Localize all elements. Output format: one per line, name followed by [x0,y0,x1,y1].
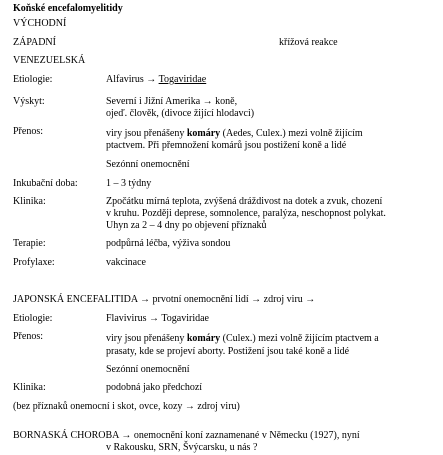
transmission-label: Přenos: [13,331,43,342]
clinical-value: podobná jako předchozí [106,382,203,393]
etiology-value: Alfavirus → Togaviridae [106,74,207,85]
therapy-value: podpůrná léčba, výživa sondou [106,238,231,249]
type-venezuelan: VENEZUELSKÁ [13,55,86,66]
clinical-line-3: Uhyn za 2 – 4 dny po objevení příznaků [106,220,267,231]
prophylaxis-value: vakcinace [106,257,146,268]
transmission-line-2: prasaty, kde se projeví aborty. Postižení jsou také koně a lidé [106,346,350,357]
occurrence-label: Výskyt: [13,96,45,107]
livestock-note: (bez příznaků onemocní i skot, ovce, kozy → zdroj viru) [13,401,240,412]
type-western: ZÁPADNÍ [13,37,56,48]
etiology-label: Etiologie: [13,74,53,85]
transmission-line-2: ptactvem. Při přemnožení komárů jsou postižení koně a lidé [106,140,347,151]
transmission-line-1: viry jsou přenášeny komáry (Culex.) mezi volně žijícím ptactvem a [106,333,379,344]
clinical-label: Klinika: [13,382,46,393]
cross-reaction-note: křížová reakce [279,37,338,48]
seasonal-note: Sezónní onemocnění [106,159,190,170]
occurrence-line-2: ojeď. člověk, (divoce žijící hlodavci) [106,108,255,119]
section-heading: JAPONSKÁ ENCEFALITIDA → prvotní onemocnění lidí → zdroj viru → [13,294,316,305]
type-eastern: VÝCHODNÍ [13,18,67,29]
occurrence-line-1: Severní i Jižní Amerika → koně, [106,96,238,107]
therapy-label: Terapie: [13,238,46,249]
incubation-label: Inkubační doba: [13,178,78,189]
incubation-value: 1 – 3 týdny [106,178,152,189]
prophylaxis-label: Profylaxe: [13,257,55,268]
seasonal-note: Sezónní onemocnění [106,364,190,375]
etiology-value: Flavivirus → Togaviridae [106,313,209,324]
clinical-line-1: Zpočátku mírná teplota, zvýšená dráždivost na dotek a zvuk, chození [106,196,383,207]
clinical-label: Klinika: [13,196,46,207]
clinical-line-2: v kruhu. Později deprese, somnolence, paralýza, neschopnost polykat. [106,208,386,219]
etiology-label: Etiologie: [13,313,53,324]
transmission-label: Přenos: [13,126,43,137]
page-title: Koňské encefalomyelitidy [13,3,123,14]
borna-line-2: v Rakousku, SRN, Švýcarsku, u nás ? [106,442,258,453]
borna-line-1: BORNASKÁ CHOROBA → onemocnění koní zaznamenané v Německu (1927), nyní [13,430,360,441]
transmission-line-1: viry jsou přenášeny komáry (Aedes, Culex.) mezi volně žijícím [106,128,363,139]
